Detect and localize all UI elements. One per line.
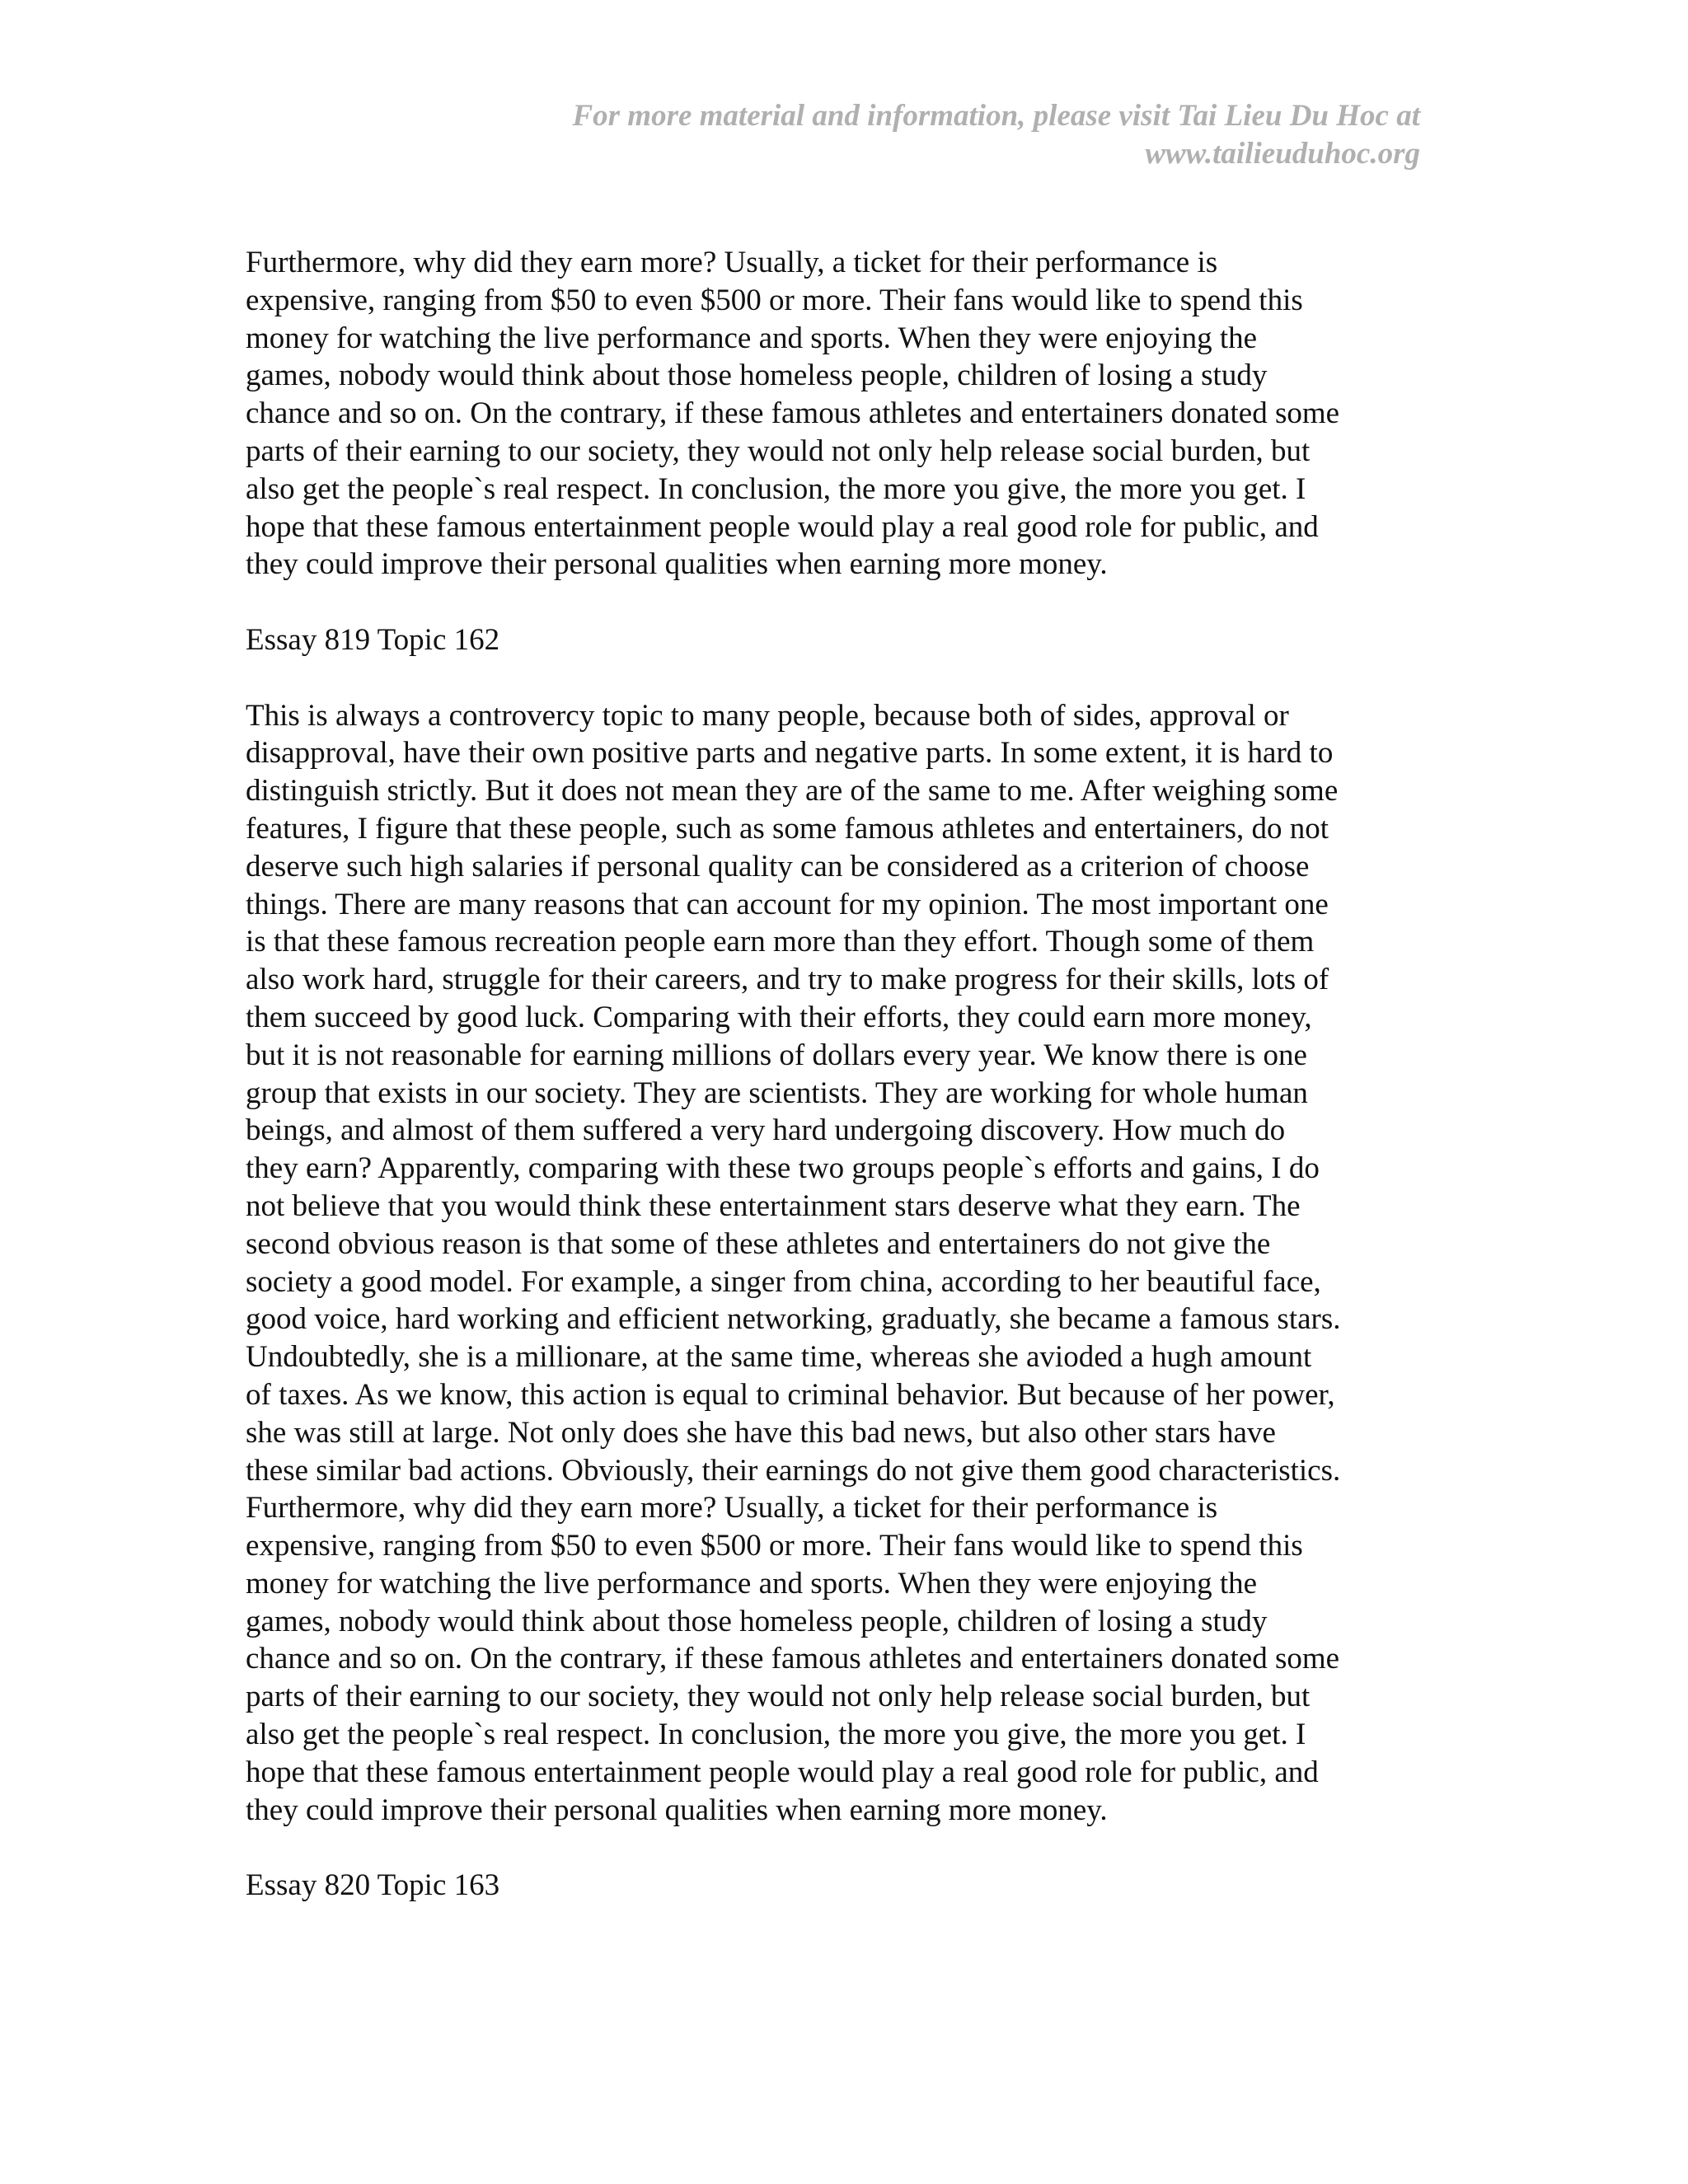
text-line: not believe that you would think these entertainment stars deserve what they earn. The	[246, 1188, 1301, 1223]
text-line: disapproval, have their own positive parts and negative parts. In some extent, it is hard to	[246, 736, 1334, 771]
text-line: society a good model. For example, a singer from china, according to her beautiful face,	[246, 1264, 1321, 1299]
text-line: they could improve their personal qualities when earning more money.	[246, 547, 1108, 582]
essay-paragraph	[246, 697, 1432, 1830]
text-line: Essay 820 Topic 163	[246, 1868, 500, 1903]
text-line: parts of their earning to our society, they would not only help release social burden, but	[246, 434, 1311, 468]
text-line: but it is not reasonable for earning millions of dollars every year. We know there is one	[246, 1038, 1307, 1072]
text-line: hope that these famous entertainment people would play a real good role for public, and	[246, 509, 1319, 544]
text-line: beings, and almost of them suffered a very hard undergoing discovery. How much do	[246, 1113, 1286, 1148]
text-line: they could improve their personal qualities when earning more money.	[246, 1793, 1108, 1827]
text-line: features, I figure that these people, such as some famous athletes and entertainers, do not	[246, 811, 1329, 846]
text-line: This is always a controvercy topic to many people, because both of sides, approval or	[246, 698, 1289, 733]
text-line: games, nobody would think about those homeless people, children of losing a study	[246, 1604, 1268, 1638]
document-body	[246, 244, 1432, 1905]
essay-heading	[246, 621, 1432, 659]
block-spacer	[246, 1829, 1432, 1867]
text-line: Furthermore, why did they earn more? Usually, a ticket for their performance is	[246, 246, 1218, 279]
text-line: Undoubtedly, she is a millionare, at the same time, whereas she avioded a hugh amount	[246, 1340, 1312, 1375]
text-line: deserve such high salaries if personal quality can be considered as a criterion of choose	[246, 849, 1310, 883]
block-spacer	[246, 583, 1432, 621]
page-header	[349, 97, 1420, 173]
text-line: money for watching the live performance and sports. When they were enjoying the	[246, 321, 1258, 355]
text-line: Furthermore, why did they earn more? Usually, a ticket for their performance is	[246, 1491, 1218, 1526]
text-line: is that these famous recreation people earn more than they effort. Though some of them	[246, 925, 1315, 959]
text-line: these similar bad actions. Obviously, their earnings do not give them good characteristics.	[246, 1453, 1341, 1488]
essay-heading	[246, 1867, 1432, 1905]
text-line: second obvious reason is that some of these athletes and entertainers do not give the	[246, 1226, 1271, 1261]
text-line: also get the people`s real respect. In conclusion, the more you give, the more you get. I	[246, 1718, 1306, 1752]
text-line: group that exists in our society. They are scientists. They are working for whole human	[246, 1076, 1308, 1110]
header-line-2: www.tailieuduhoc.org	[1145, 137, 1420, 171]
text-line: good voice, hard working and efficient networking, graduatly, she became a famous stars.	[246, 1302, 1341, 1337]
text-line: expensive, ranging from $50 to even $500 or more. Their fans would like to spend this	[246, 283, 1303, 317]
text-line: money for watching the live performance and sports. When they were enjoying the	[246, 1566, 1258, 1601]
text-line: parts of their earning to our society, they would not only help release social burden, but	[246, 1680, 1311, 1714]
text-line: chance and so on. On the contrary, if these famous athletes and entertainers donated some	[246, 1642, 1340, 1676]
text-line: also work hard, struggle for their careers, and try to make progress for their skills, lots of	[246, 963, 1329, 997]
text-line: things. There are many reasons that can account for my opinion. The most important one	[246, 887, 1329, 921]
text-line: distinguish strictly. But it does not mean they are of the same to me. After weighing some	[246, 774, 1339, 808]
text-line: of taxes. As we know, this action is equal to criminal behavior. But because of her power,	[246, 1377, 1335, 1412]
text-line: Essay 819 Topic 162	[246, 622, 500, 657]
text-line: them succeed by good luck. Comparing with their efforts, they could earn more money,	[246, 1000, 1312, 1034]
text-line: games, nobody would think about those homeless people, children of losing a study	[246, 359, 1268, 393]
text-line: expensive, ranging from $50 to even $500 or more. Their fans would like to spend this	[246, 1529, 1303, 1563]
text-line: they earn? Apparently, comparing with these two groups people`s efforts and gains, I do	[246, 1151, 1320, 1186]
text-line: chance and so on. On the contrary, if these famous athletes and entertainers donated some	[246, 396, 1340, 431]
text-line: she was still at large. Not only does she have this bad news, but also other stars have	[246, 1415, 1276, 1450]
essay-paragraph	[246, 244, 1432, 583]
text-line: also get the people`s real respect. In conclusion, the more you give, the more you get. I	[246, 471, 1306, 506]
block-spacer	[246, 659, 1432, 697]
text-line: hope that these famous entertainment people would play a real good role for public, and	[246, 1755, 1319, 1789]
header-line-1: For more material and information, please visit Tai Lieu Du Hoc at	[572, 99, 1420, 133]
